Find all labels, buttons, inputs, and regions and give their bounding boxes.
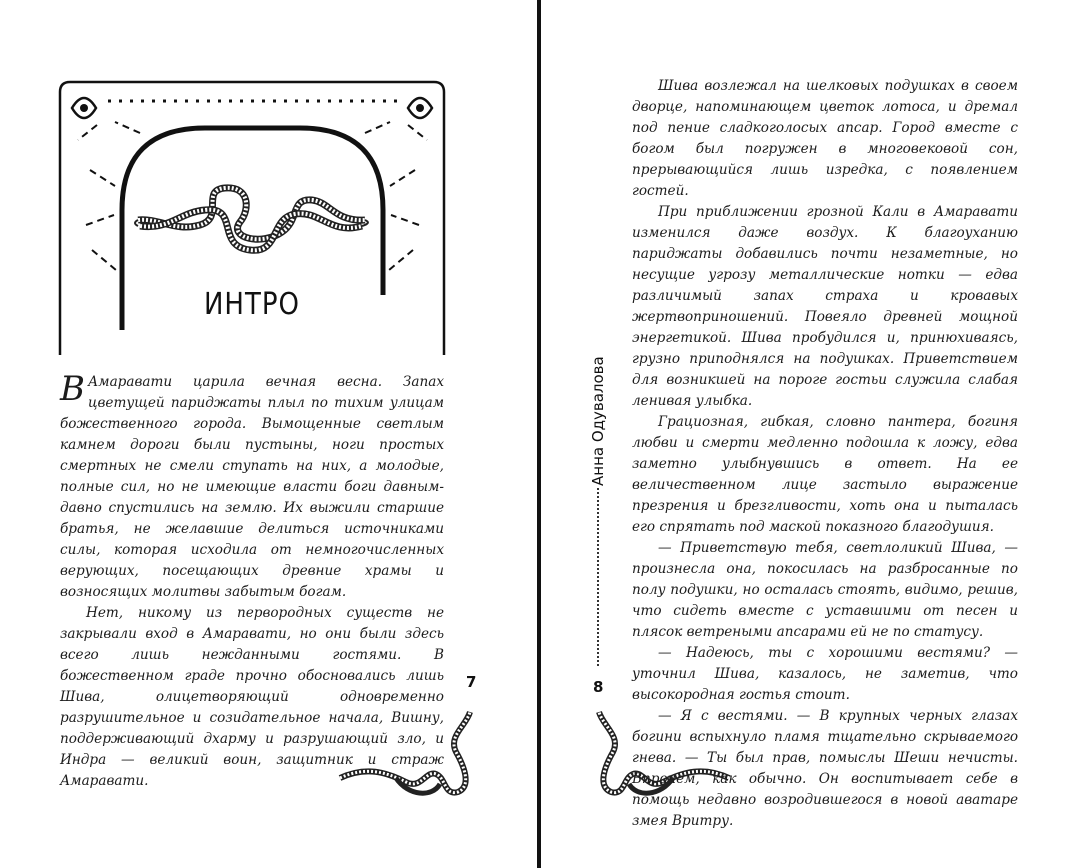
paragraph: Грациозная, гибкая, словно пантера, богиня любви и смерти медленно подошла к ложу, едва заметно улыбнувшись в ответ. На ее величественном лице застыло выражение презрения и брезгливости, хоть она и пыталась его спрятать под маской показного благодушия. bbox=[632, 414, 1018, 535]
paragraph bbox=[60, 369, 444, 603]
eye-ornament-right-icon bbox=[408, 98, 432, 118]
right-page bbox=[541, 0, 1076, 868]
paragraph: — Я с вестями. — В крупных черных глазах богини вспыхнуло пламя тщательно скрываемого гнева. — Ты был прав, помыслы Шеши нечисты. Впрочем, как обычно. Он воспитывает себе в помощь недавно возродившегося в новой аватаре змея Вритру. bbox=[632, 708, 1018, 829]
paragraph: Шива возлежал на шелковых подушках в своем дворце, напоминающем цветок лотоса, и дремал под пение сладкоголосых апсар. Город вместе с богом был погружен в многовековой сон, прерывающийся лишь изредка, с появлением гостей. bbox=[632, 78, 1018, 199]
snake-ornament-left-icon bbox=[336, 706, 486, 806]
paragraph: — Приветствую тебя, светлоликий Шива, — произнесла она, покосилась на разбросанные по полу подушки, но осталась стоять, видимо, решив, что сидеть вместе с уставшими от песен и плясок ветреными апсарами ей не по статусу. bbox=[632, 540, 1018, 640]
paragraph-text: Амаравати царила вечная весна. Запах цветущей париджаты плыл по тихим улицам божественного города. Вымощенные светлым камнем дороги были пустыны, ноги простых смертных не смели ступать на них, а молодые, полные сил, но не имеющие власти боги давным-давно спустились на землю. Их выжили старшие братья, не желавшие делиться источниками силы, которая исходила от немногочисленных верующих, посещающих древние храмы и возносящих молитвы забытым богам. bbox=[60, 374, 444, 600]
paragraph: При приближении грозной Кали в Амаравати изменился даже воздух. К благоуханию париджаты добавились почти незаметные, но несущие угрозу металлические нотки — едва различимый запах страха и кровавых жертвоприношений. Повеяло древней мощной энергетикой. Шива пробудился и, принюхиваясь, грузно приподнялся на подушках. Приветствием для возникшей на пороге гостьи служила слабая ленивая улыбка. bbox=[632, 204, 1018, 409]
intertwined-snakes-icon bbox=[135, 188, 368, 250]
running-head bbox=[589, 346, 611, 666]
eye-ornament-left-icon bbox=[72, 98, 96, 118]
running-head-dots bbox=[597, 488, 599, 666]
left-page bbox=[0, 0, 537, 868]
page-number-right: 8 bbox=[593, 678, 604, 696]
right-body-text bbox=[632, 76, 1018, 832]
drop-cap: В bbox=[60, 369, 85, 409]
chapter-title: ИНТРО bbox=[203, 287, 301, 323]
paragraph: — Надеюсь, ты с хорошими вестями? — уточнил Шива, казалось, не заметив, что высокородная гостья стоит. bbox=[632, 645, 1018, 703]
author-name: Анна Одувалова bbox=[589, 356, 607, 486]
paragraph: Нет, никому из первородных существ не закрывали вход в Амаравати, но они были здесь всего лишь нежданными гостями. В божественном граде прочно обосновались лишь Шива, олицетворяющий одновременно разрушительное и созидательное начала, Вишну, поддерживающий дхарму и разрушающий зло, и Индра — великий воин, защитник и страж Амаравати. bbox=[60, 605, 444, 789]
page-number-left: 7 bbox=[466, 673, 477, 691]
